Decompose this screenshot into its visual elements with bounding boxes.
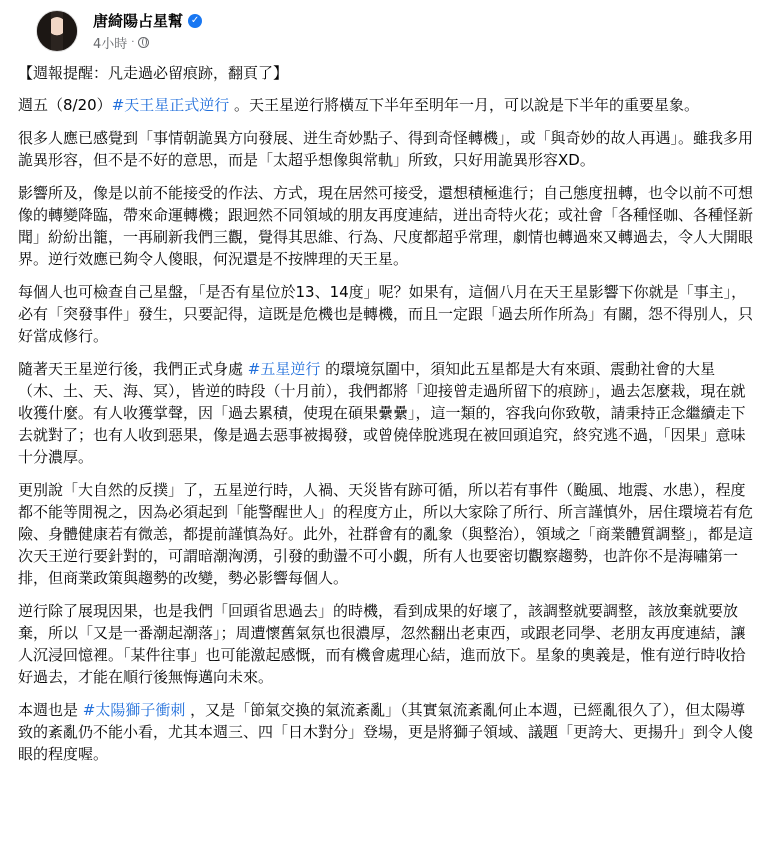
- paragraph-6: 更別說「大自然的反撲」了，五星逆行時，人禍、天災皆有跡可循，所以若有事件（颱風、地震、水患），程度都不能等閒視之，因為必須起到「能警醒世人」的程度方止，所以大家除了所行、所言謹慎外，居住環境若有危險、身體健康若有微恙，都提前謹慎為好。此外，社群會有的亂象（與整治），領域之「商業體質調整」，都是這次天王逆行要針對的，可謂暗潮洶湧，引發的動盪不可小覷，所有人也要密切觀察趨勢，也許你不是海嘯第一排，但商業政策與趨勢的改變，勢必影響每個人。: [18, 481, 754, 587]
- paragraph-3: 影響所及，像是以前不能接受的作法、方式，現在居然可接受，還想積極進行；自己態度扭轉，也令以前不可想像的轉變降臨，帶來命運轉機；跟迥然不同領域的朋友再度連結，迸出奇特火花；或社會「各種怪咖、各種怪新聞」紛紛出籠，一再刷新我們三觀，覺得其思維、行為、尺度都超乎常理，劇情也轉過來又轉過去，令人大開眼界。逆行效應已夠令人傻眼，何況還是不按牌理的天王星。: [18, 184, 754, 268]
- paragraph-1-text-a: 週五（8/20）: [18, 96, 112, 114]
- paragraph-8: [18, 699, 753, 765]
- post-meta: [93, 33, 149, 52]
- paragraph-1-text-b: 。天王星逆行將橫亙下半年至明年一月，可以說是下半年的重要星象。: [229, 96, 700, 114]
- globe-icon[interactable]: [138, 37, 149, 48]
- hashtag-sun-leo-sprint[interactable]: #太陽獅子衝刺: [82, 701, 186, 719]
- post-header: [18, 0, 749, 58]
- post-timestamp[interactable]: 4小時: [93, 37, 128, 52]
- paragraph-8-text-b: ，又是「節氣交換的氣流紊亂」（其實氣流紊亂何止本週，已經亂很久了），但太陽導致的紊亂仍不能小看，尤其本週三、四「日木對分」登場，更是將獅子領域、議題「更誇大、更揚升」到令人傻眼的程度喔。: [18, 701, 754, 763]
- paragraph-5: [18, 358, 753, 468]
- avatar[interactable]: [36, 10, 78, 52]
- author-row: [93, 10, 202, 31]
- paragraph-5-text-a: 隨著天王星逆行後，我們正式身處: [18, 360, 248, 378]
- paragraph-8-text-a: 本週也是: [18, 701, 83, 719]
- paragraph-2: 很多人應已感覺到「事情朝詭異方向發展、迸生奇妙點子、得到奇怪轉機」，或「與奇妙的故人再遇」。雖我多用詭異形容，但不是不好的意思，而是「太超乎想像與常軌」所致，只好用詭異形容XD。: [18, 129, 754, 169]
- post-title: 【週報提醒：凡走過必留痕跡，翻頁了】: [18, 64, 289, 82]
- hashtag-uranus-retrograde[interactable]: #天王星正式逆行: [111, 96, 230, 114]
- verified-badge-icon: ✓: [188, 14, 202, 28]
- hashtag-five-planets-retrograde[interactable]: #五星逆行: [247, 360, 321, 378]
- post-body: [18, 62, 753, 765]
- paragraph-4: 每個人也可檢查自己星盤，「是否有星位於13、14度」呢？如果有，這個八月在天王星影響下你就是「事主」，必有「突發事件」發生，只要記得，這既是危機也是轉機，而且一定跟「過去所作所為」有關，怨不得別人，只好當成修行。: [18, 283, 754, 345]
- paragraph-5-text-b: 的環境氛圍中，須知此五星都是大有來頭、震動社會的大星（木、土、天、海、冥），皆逆的時段（十月前），我們都將「迎接曾走過所留下的痕跡」，過去怎麼栽，現在就收獲什麼。有人收獲掌聲，因「過去累積，使現在碩果纍纍」，這一類的，容我向你致敬，請秉持正念繼續走下去就對了；也有人收到惡果，像是過去惡事被揭發，或曾僥倖脫逃現在被回頭追究，終究逃不過，「因果」意味十分濃厚。: [18, 360, 746, 466]
- paragraph-7: 逆行除了展現因果，也是我們「回頭省思過去」的時機，看到成果的好壞了，該調整就要調整，該放棄就要放棄，所以「又是一番潮起潮落」；周遭懷舊氣氛也很濃厚，忽然翻出老東西，或跟老同學、老朋友再度連結，讓人沉浸回憶裡。「某件往事」也可能激起感慨，而有機會處理心結，進而放下。星象的奧義是，惟有逆行時收拾好過去，才能在順行後無悔邁向未來。: [18, 602, 746, 686]
- page-name-link[interactable]: 唐綺陽占星幫: [93, 12, 184, 30]
- separator-dot: ·: [131, 37, 135, 48]
- paragraph-1: [18, 94, 753, 116]
